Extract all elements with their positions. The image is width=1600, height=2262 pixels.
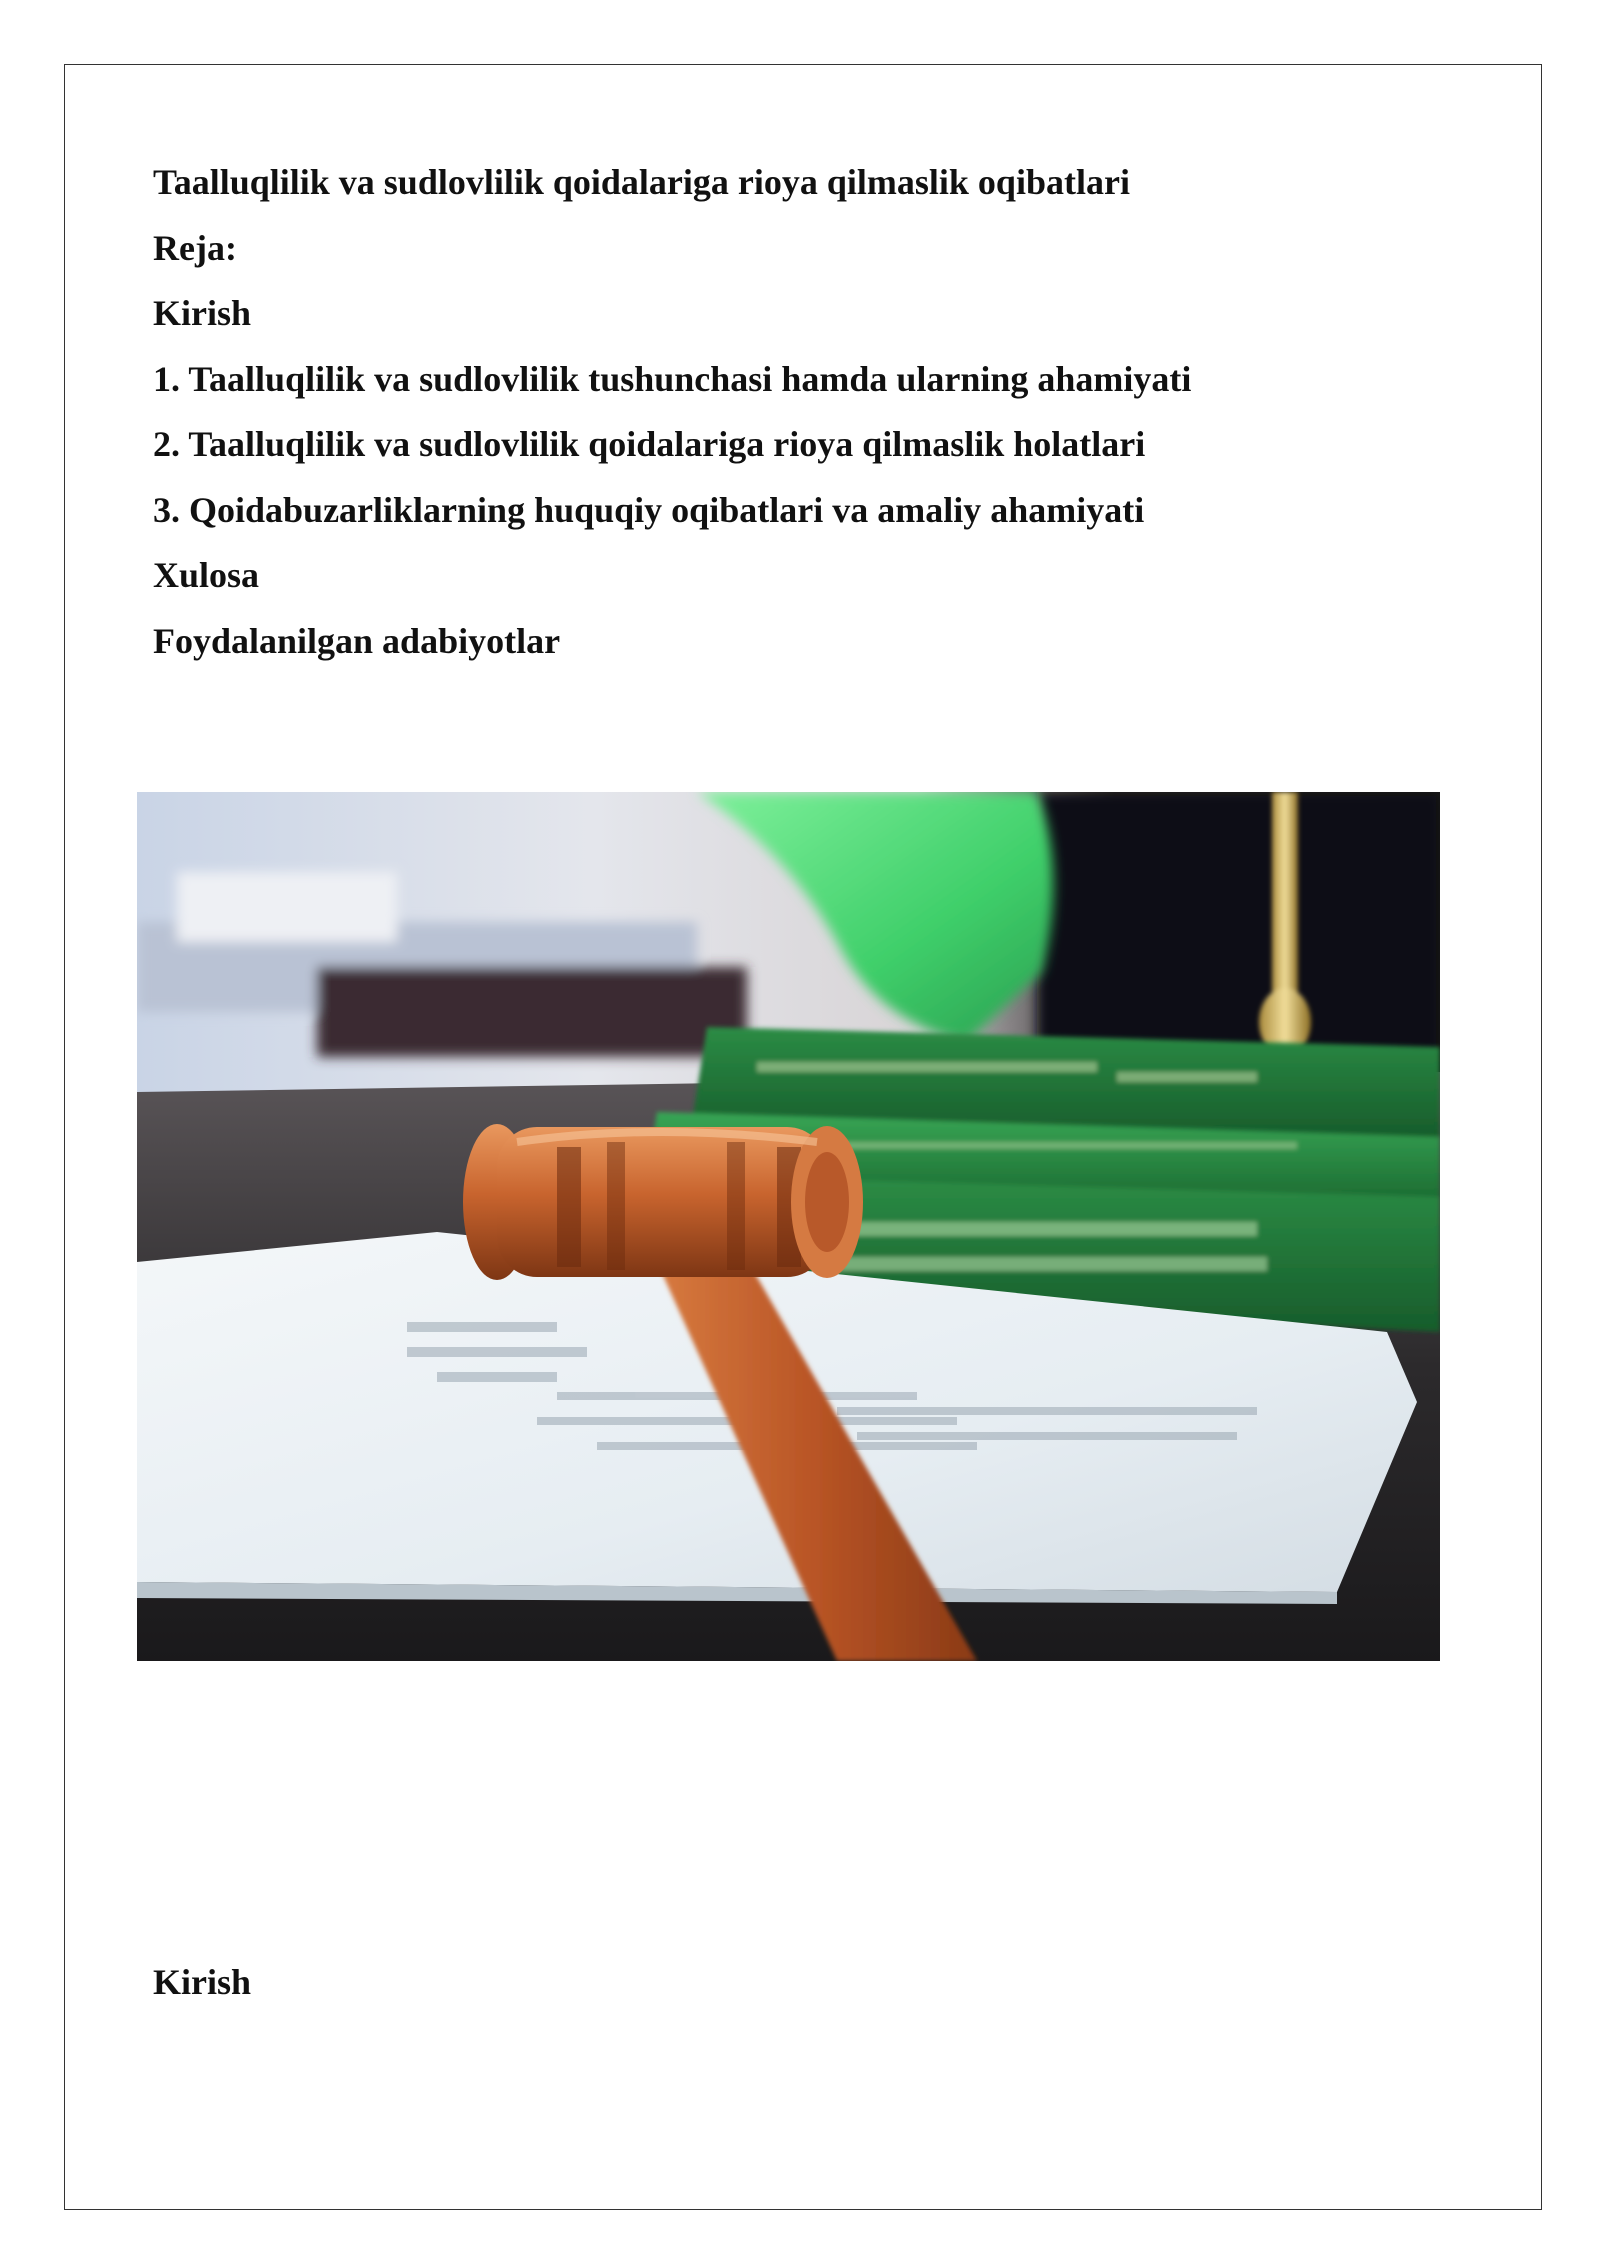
document-outline [153, 150, 1453, 674]
plan-item: 3. Qoidabuzarliklarning huquqiy oqibatlari va amaliy ahamiyati [153, 489, 1145, 530]
plan-label: Reja: [153, 227, 237, 268]
plan-item: Foydalanilgan adabiyotlar [153, 620, 561, 661]
document-title: Taalluqlilik va sudlovlilik qoidalariga rioya qilmaslik oqibatlari [153, 162, 1130, 202]
gavel-photo [137, 792, 1440, 1661]
plan-item: 1. Taalluqlilik va sudlovlilik tushunchasi hamda ularning ahamiyati [153, 358, 1192, 399]
section-heading-intro: Kirish [153, 1962, 252, 2002]
plan-item: 2. Taalluqlilik va sudlovlilik qoidalariga rioya qilmaslik holatlari [153, 424, 1146, 464]
plan-item: Xulosa [153, 555, 260, 595]
plan-item: Kirish [153, 293, 252, 333]
